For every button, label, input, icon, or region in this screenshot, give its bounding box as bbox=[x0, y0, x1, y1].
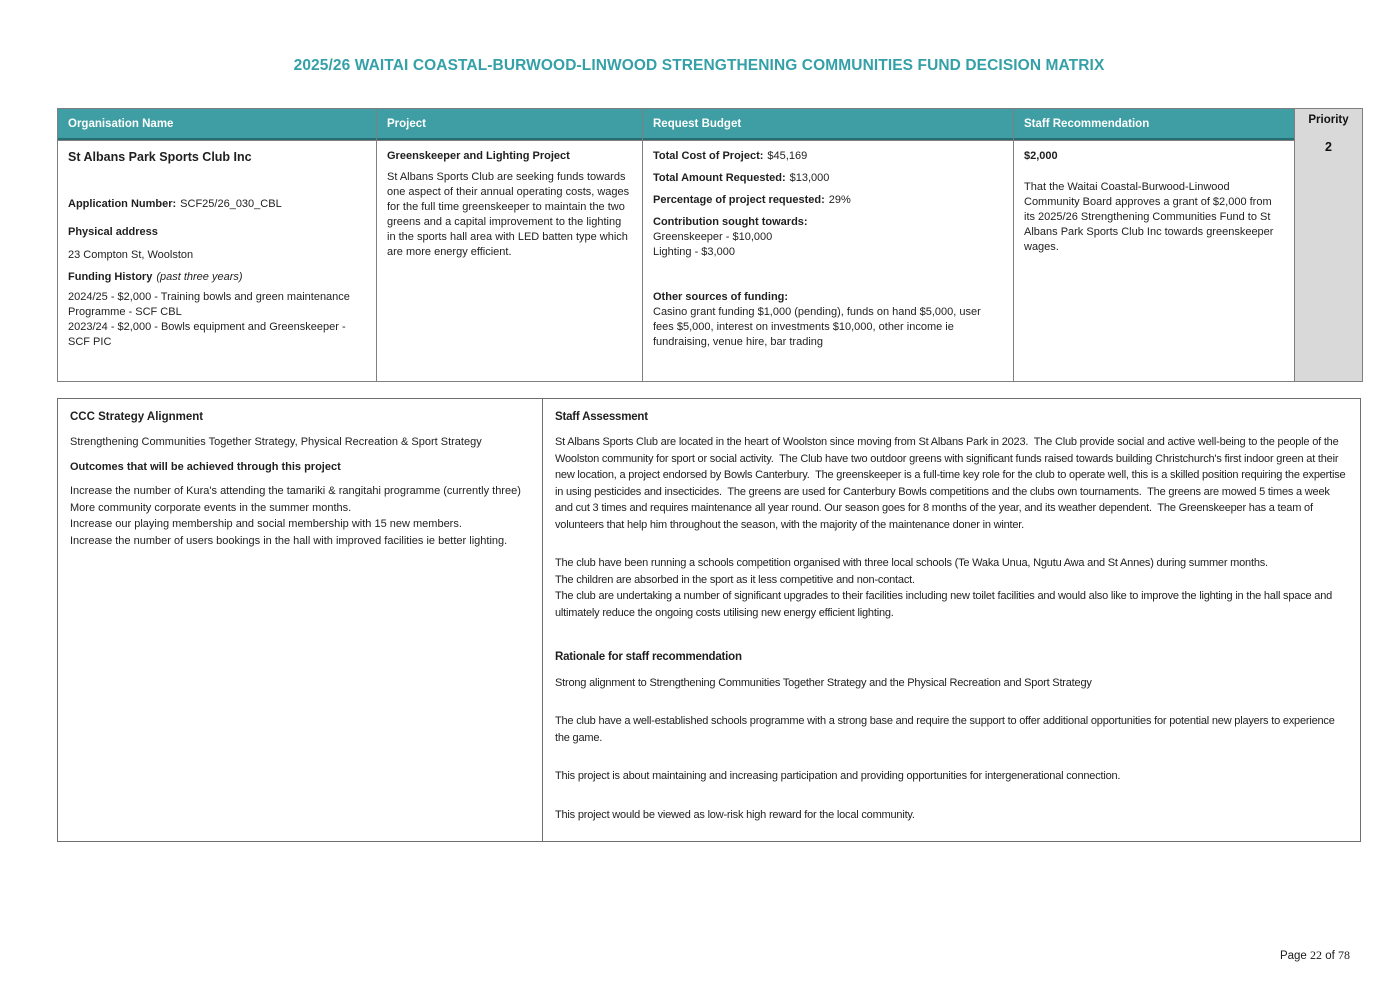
organisation-cell bbox=[58, 141, 376, 381]
contribution-item-2: Lighting - $3,000 bbox=[653, 245, 735, 258]
total-cost-line bbox=[653, 149, 1003, 164]
project-cell bbox=[377, 141, 642, 381]
staff-recommendation-cell bbox=[1014, 141, 1294, 381]
outcome-1: Increase the number of Kura's attending the tamariki & rangitahi programme (currently three) bbox=[70, 485, 521, 498]
outcome-2: More community corporate events in the summer months. bbox=[70, 501, 352, 514]
children-absorbed-line: The children are absorbed in the sport as it less competitive and non-contact. bbox=[555, 573, 915, 586]
upgrades-line: The club are undertaking a number of significant upgrades to their facilities including new toilet facilities and would also like to improve the lighting in the hall space and ultimately reduce the ongoing costs utilising new energy efficient lighting. bbox=[555, 590, 1333, 619]
column-header-project: Project bbox=[377, 109, 642, 140]
spacer bbox=[555, 754, 1348, 768]
contribution-item-1: Greenskeeper - $10,000 bbox=[653, 230, 773, 243]
page-title: 2025/26 WAITAI COASTAL-BURWOOD-LINWOOD STRENGTHENING COMMUNITIES FUND DECISION MATRIX bbox=[293, 57, 1105, 74]
spacer bbox=[555, 699, 1348, 713]
strategy-alignment-cell bbox=[58, 399, 542, 841]
contribution-block bbox=[653, 215, 1003, 260]
schools-competition-line: The club have been running a schools competition organised with three local schools (Te Waka Unua, Ngutu Awa and St Annes) during summer months. bbox=[555, 557, 1268, 570]
organisation-name: St Albans Park Sports Club Inc bbox=[68, 150, 252, 164]
other-sources-label: Other sources of funding: bbox=[653, 290, 789, 303]
application-number-label: Application Number: bbox=[68, 198, 177, 210]
spacer bbox=[555, 793, 1348, 807]
outcome-3: Increase our playing membership and social membership with 15 new members. bbox=[70, 518, 462, 531]
recommendation-amount: $2,000 bbox=[1024, 150, 1058, 162]
percentage-label: Percentage of project requested: bbox=[653, 193, 825, 206]
page-label: Page bbox=[1279, 950, 1307, 962]
assessment-table bbox=[57, 398, 1361, 842]
percentage-line bbox=[653, 193, 1003, 208]
funding-history-entry-2: 2023/24 - $2,000 - Bowls equipment and Greenskeeper - SCF PIC bbox=[68, 320, 346, 348]
outcomes-heading: Outcomes that will be achieved through this project bbox=[70, 460, 341, 473]
funding-history-entry-1: 2024/25 - $2,000 - Training bowls and green maintenance Programme - SCF CBL bbox=[68, 290, 350, 318]
other-sources-text: Casino grant funding $1,000 (pending), funds on hand $5,000, user fees $5,000, interest on investments $10,000, other income ie fundraising, venue hire, bar trading bbox=[653, 305, 981, 348]
physical-address-label: Physical address bbox=[68, 225, 158, 238]
recommendation-text: That the Waitai Coastal-Burwood-Linwood Community Board approves a grant of $2,000 from its 2025/26 Strengthening Communities Fund to St Albans Park Sports Club Inc towards greenskeeper wages. bbox=[1024, 180, 1274, 253]
total-cost-value: $45,169 bbox=[767, 150, 808, 162]
rationale-para-2: The club have a well-established schools programme with a strong base and require the support to offer additional opportunities for potential new players to experience the game. bbox=[555, 715, 1338, 744]
percentage-value: 29% bbox=[828, 193, 851, 206]
spacer bbox=[555, 635, 1348, 649]
priority-column-header: Priority bbox=[1308, 114, 1349, 126]
contribution-label: Contribution sought towards: bbox=[653, 215, 808, 228]
project-title: Greenskeeper and Lighting Project bbox=[387, 150, 570, 162]
spacer bbox=[555, 621, 1348, 635]
column-header-request-budget: Request Budget bbox=[643, 109, 1013, 140]
application-number-value: SCF25/26_030_CBL bbox=[180, 198, 282, 210]
funding-history-label: Funding History bbox=[68, 270, 153, 283]
rationale-para-3: This project is about maintaining and increasing participation and providing opportunities for intergenerational connection. bbox=[555, 770, 1121, 782]
funding-history-line bbox=[68, 270, 366, 285]
rationale-heading: Rationale for staff recommendation bbox=[555, 651, 742, 664]
page-number: 22 bbox=[1310, 948, 1322, 962]
other-sources-block bbox=[653, 290, 1003, 350]
strategy-body: Strengthening Communities Together Strategy, Physical Recreation & Sport Strategy bbox=[70, 436, 482, 449]
rationale-para-4: This project would be viewed as low-risk high reward for the local community. bbox=[555, 808, 915, 821]
funding-history-note: (past three years) bbox=[156, 270, 243, 283]
staff-assessment-para-1: St Albans Sports Club are located in the heart of Woolston since moving from St Albans Park in 2023. The Club provide social and active well-being to the people of the Woolston community for sport or social activity. The Club have two outdoor greens with significant funds raised towards building Christchurch's first indoor green at their new location, a project endorsed by Bowls Canterbury. The greenskeeper is a full-time key role for the club to operate well, this is a skilled position requiring the expertise in using pesticides and insecticides. The greens are used for Canterbury Bowls competitions and the clubs own tournaments. The greens are mowed 5 times a week and cut 3 times and requires maintenance all year round. Our season goes for 8 months of the year, and its weather dependent. The Greenskeeper has a team of volunteers that help him throughout the season, with the majority of the maintenance doner in winter. bbox=[555, 436, 1349, 531]
total-requested-value: $13,000 bbox=[789, 171, 830, 184]
spacer bbox=[555, 541, 1348, 555]
staff-assessment-para-2 bbox=[555, 555, 1348, 621]
strategy-heading: CCC Strategy Alignment bbox=[70, 411, 204, 423]
total-requested-line bbox=[653, 171, 1003, 186]
priority-value: 2 bbox=[1325, 140, 1332, 154]
column-header-organisation: Organisation Name bbox=[58, 109, 376, 140]
application-number-line bbox=[68, 197, 366, 212]
decision-matrix-table bbox=[57, 108, 1363, 382]
project-description: St Albans Sports Club are seeking funds towards one aspect of their annual operating costs, wages for the full time greenskeeper to maintain the two greens and a capital improvement to the lighting in the sports hall area with LED batten type which are more energy efficient. bbox=[387, 170, 630, 258]
page-footer bbox=[1280, 948, 1350, 963]
priority-cell bbox=[1295, 109, 1362, 381]
total-cost-label: Total Cost of Project: bbox=[653, 150, 764, 162]
request-budget-cell bbox=[643, 141, 1013, 381]
outcome-4: Increase the number of users bookings in the hall with improved facilities ie better lighting. bbox=[70, 534, 508, 547]
of-label: of bbox=[1325, 950, 1335, 962]
column-header-staff-recommendation: Staff Recommendation bbox=[1014, 109, 1294, 140]
total-pages: 78 bbox=[1338, 948, 1350, 962]
total-requested-label: Total Amount Requested: bbox=[653, 171, 786, 184]
staff-assessment-cell bbox=[543, 399, 1360, 841]
physical-address-value: 23 Compton St, Woolston bbox=[68, 248, 194, 261]
rationale-para-1: Strong alignment to Strengthening Communities Together Strategy and the Physical Recreation and Sport Strategy bbox=[555, 676, 1092, 689]
staff-assessment-heading: Staff Assessment bbox=[555, 411, 648, 423]
